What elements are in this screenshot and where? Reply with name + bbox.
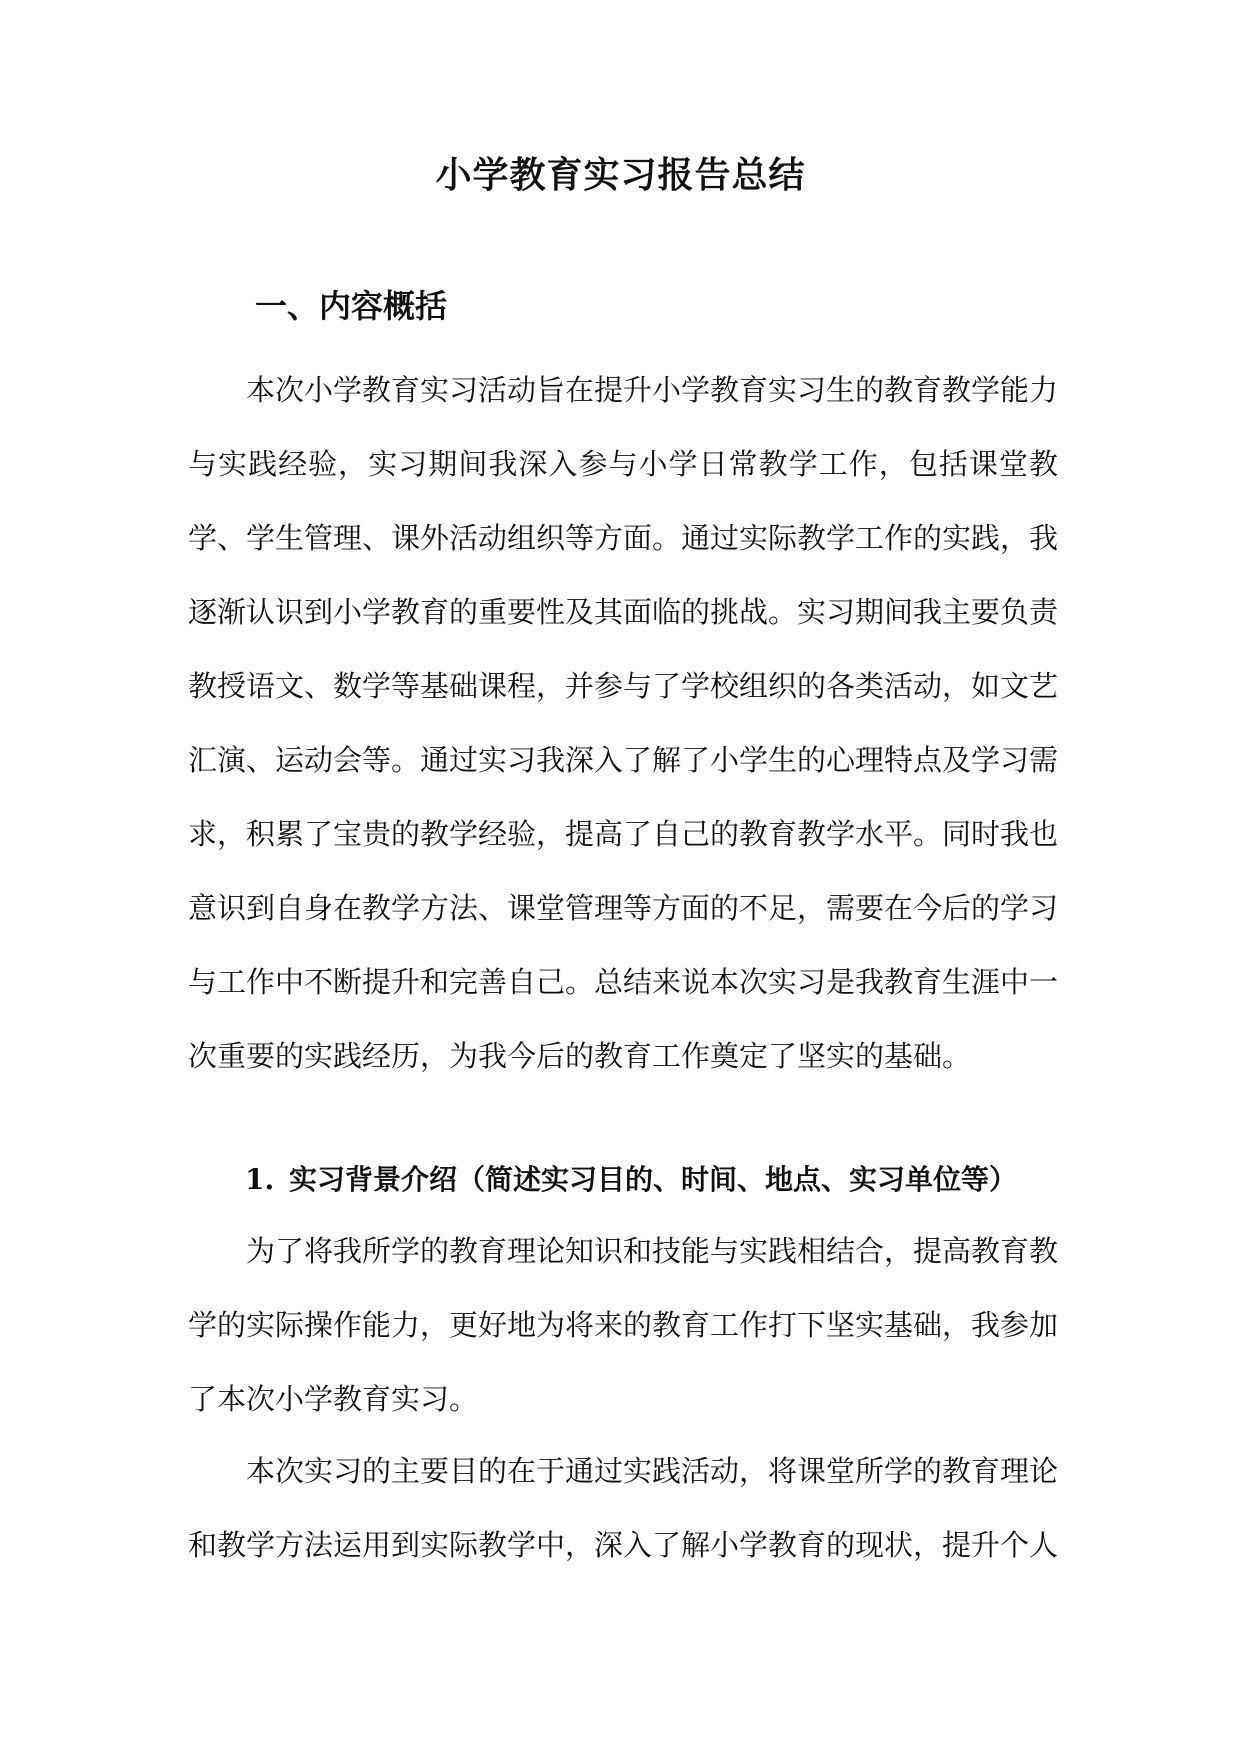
- section-heading: 一、内容概括: [255, 287, 448, 325]
- subsection-heading-text: 实习背景介绍（简述实习目的、时间、地点、实习单位等）: [289, 1163, 1018, 1196]
- subsection-number: 1.: [245, 1163, 275, 1196]
- subsection-heading: [245, 1160, 1017, 1200]
- document-title: 小学教育实习报告总结: [435, 154, 806, 196]
- background-paragraph-2: 本次实习的主要目的在于通过实践活动，将课堂所学的教育理论和教学方法运用到实际教学中，深入了解小学教育的现状，提升个人: [188, 1454, 1059, 1562]
- summary-paragraph: 本次小学教育实习活动旨在提升小学教育实习生的教育教学能力与实践经验，实习期间我深入参与小学日常教学工作，包括课堂教学、学生管理、课外活动组织等方面。通过实际教学工作的实践，我逐渐认识到小学教育的重要性及其面临的挑战。实习期间我主要负责教授语文、数学等基础课程，并参与了学校组织的各类活动，如文艺汇演、运动会等。通过实习我深入了解了小学生的心理特点及学习需求，积累了宝贵的教学经验，提高了自己的教育教学水平。同时我也意识到自身在教学方法、课堂管理等方面的不足，需要在今后的学习与工作中不断提升和完善自己。总结来说本次实习是我教育生涯中一次重要的实践经历，为我今后的教育工作奠定了坚实的基础。: [188, 373, 1059, 1073]
- background-paragraph-1: 为了将我所学的教育理论知识和技能与实践相结合，提高教育教学的实际操作能力，更好地为将来的教育工作打下坚实基础，我参加了本次小学教育实习。: [188, 1234, 1059, 1416]
